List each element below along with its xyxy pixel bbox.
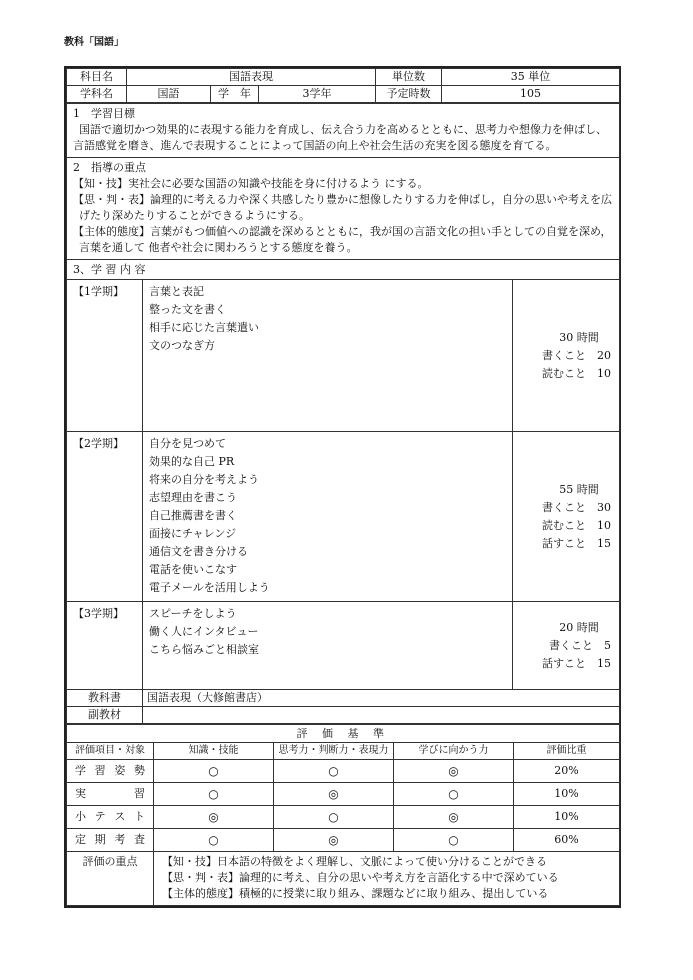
term-label: 【2学期】 [67,432,143,602]
eval-mark: ○ [394,783,514,806]
topic-item: 言葉と表記 [149,285,204,298]
hours-breakdown-item: 話すこと 15 [542,656,612,670]
hours-breakdown-item: 話すこと 15 [542,536,612,550]
syllabus-frame [64,66,621,908]
body-table [66,103,620,724]
term-row [67,280,620,432]
eval-mark: ○ [154,829,274,852]
topic-item: こちら悩みごと相談室 [149,643,259,656]
term-hours [513,432,620,602]
credits-label: 単位数 [376,69,442,86]
term-label: 【3学期】 [67,602,143,690]
term-label: 【1学期】 [67,280,143,432]
topic-item: 志望理由を書こう [149,491,237,504]
eval-mark: ○ [154,760,274,783]
eval-weight: 20% [514,760,620,783]
eval-mark: ○ [154,783,274,806]
topic-item: スピーチをしよう [149,607,237,620]
focus-line: 言葉を通して 他者や社会に関わろうとする態度を養う。 [79,241,358,254]
topic-item: 整った文を書く [149,303,226,316]
eval-point: 【知・技】日本語の特徴をよく理解し、文脈によって使い分けることができる [162,855,547,868]
eval-mark: ◎ [274,783,394,806]
textbook-label: 教科書 [67,690,143,707]
hours-breakdown-item: 書くこと 30 [542,500,612,514]
goals-line: 言語感覚を磨き、進んで表現することによって国語の向上や社会生活の充実を図る態度を育てる。 [73,139,557,152]
term-topics [143,280,513,432]
topic-item: 相手に応じた言葉遣い [149,321,259,334]
eval-mark: ○ [274,760,394,783]
goals-heading: 1 学習目標 [73,107,135,120]
topic-item: 自分を見つめて [149,437,226,450]
eval-row [67,829,620,852]
textbook-value: 国語表現（大修館書店） [143,690,620,707]
credits-value: 35 単位 [442,69,620,86]
term-total-hours: 55 時間 [559,482,599,496]
eval-col-motivation: 学びに向かう力 [394,743,514,760]
eval-row [67,760,620,783]
term-hours [513,602,620,690]
eval-row [67,783,620,806]
topic-item: 電話を使いこなす [149,563,237,576]
dept-value: 国語 [127,86,211,103]
eval-col-knowledge: 知識・技能 [154,743,274,760]
eval-point: 【思・判・表】論理的に考え、自分の思いや考え方を言語化する中で深めている [162,871,559,884]
sub-material-label: 副教材 [67,707,143,724]
eval-mark: ◎ [394,760,514,783]
focus-line: 【主体的態度】言葉がもつ価値への認識を深めるとともに，我が国の言語文化の担い手としての自覚を深め， [73,225,612,238]
eval-col-weight: 評価比重 [514,743,620,760]
eval-item: 実 習 [67,783,154,806]
eval-col-thinking: 思考力・判断力・表現力 [274,743,394,760]
hours-breakdown-item: 書くこと 5 [549,638,612,652]
eval-row [67,806,620,829]
goals-section [67,104,620,158]
dept-label: 学科名 [67,86,127,103]
eval-weight: 10% [514,783,620,806]
focus-line: げたり深めたりすることができるようにする。 [79,209,310,222]
eval-item: 学 習 姿 勢 [67,760,154,783]
content-heading: 3、学 習 内 容 [67,260,620,280]
sub-material-value [143,707,620,724]
subject-value: 国語表現 [127,69,376,86]
topic-item: 働く人にインタビュー [149,625,259,638]
eval-mark: ○ [274,806,394,829]
hours-breakdown-item: 読むこと 10 [542,366,612,380]
eval-item: 小 テ ス ト [67,806,154,829]
topic-item: 将来の自分を考えよう [149,473,259,486]
term-total-hours: 30 時間 [559,330,599,344]
topic-item: 面接にチャレンジ [149,527,237,540]
hours-value: 105 [442,86,620,103]
evaluation-title: 評 価 基 準 [67,725,620,743]
term-topics [143,432,513,602]
eval-col-item: 評価項目・対象 [67,743,154,760]
hours-breakdown-item: 書くこと 20 [542,348,612,362]
eval-point: 【主体的態度】積極的に授業に取り組み、課題などに取り組み、提出している [162,887,549,900]
term-total-hours: 20 時間 [559,620,599,634]
eval-mark: ◎ [274,829,394,852]
focus-section [67,158,620,260]
focus-heading: 2 指導の重点 [73,161,146,174]
eval-points-row [67,852,620,906]
year-label: 学 年 [211,86,259,103]
focus-line: 【知・技】実社会に必要な国語の知識や技能を身に付けるよう にする。 [73,177,429,190]
focus-line: 【思・判・表】論理的に考える力や深く共感したり豊かに想像したりする力を伸ばし，自分の思いや考えを広 [73,193,612,206]
subject-label: 科目名 [67,69,127,86]
goals-line: 国語で適切かつ効果的に表現する能力を育成し、伝え合う力を高めるとともに、思考力や想像力を伸ばし、 [79,123,607,136]
hours-label: 予定時数 [376,86,442,103]
topic-item: 効果的な自己 PR [149,455,235,468]
term-hours [513,280,620,432]
evaluation-table [66,724,620,906]
eval-item: 定 期 考 査 [67,829,154,852]
term-row [67,602,620,690]
topic-item: 文のつなぎ方 [149,339,215,352]
term-topics [143,602,513,690]
eval-mark: ○ [394,829,514,852]
term-row [67,432,620,602]
eval-points [154,852,620,906]
eval-mark: ◎ [154,806,274,829]
eval-points-label: 評価の重点 [67,852,154,906]
topic-item: 通信文を書き分ける [149,545,248,558]
eval-weight: 10% [514,806,620,829]
eval-mark: ◎ [394,806,514,829]
document-label: 教科「国語」 [64,37,124,48]
topic-item: 電子メールを活用しよう [149,581,270,594]
hours-breakdown-item: 読むこと 10 [542,518,612,532]
eval-weight: 60% [514,829,620,852]
header-table [66,68,620,103]
topic-item: 自己推薦書を書く [149,509,237,522]
year-value: 3学年 [259,86,376,103]
